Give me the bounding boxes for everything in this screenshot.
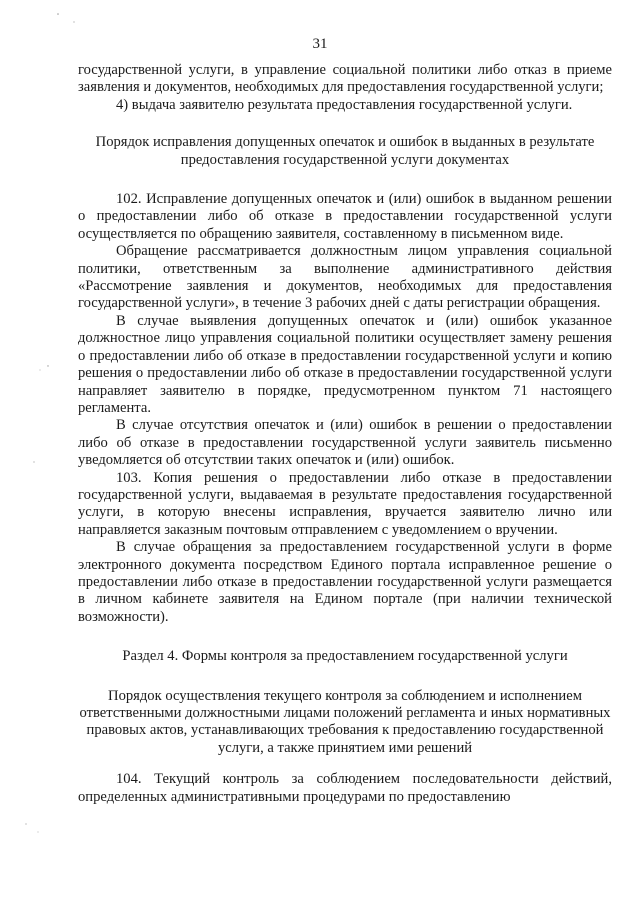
paragraph-appeal-review: Обращение рассматривается должностным лицом управления социальной политики, ответственным за выполнение административного действия «Рассмотрение заявления и документов, необходимых для предоставления государственной услуги», в течение 3 рабочих дней с даты регистрации обращения. (78, 243, 612, 312)
page-number: 31 (312, 36, 328, 52)
document-body (78, 62, 612, 806)
paragraph-electronic-form: В случае обращения за предоставлением государственной услуги в форме электронного документа посредством Единого портала исправленное решение о предоставлении либо отказе в предоставлении государственной услуги размещается в личном кабинете заявителя на Едином портале (при наличии технической возможности). (78, 539, 612, 625)
section-heading-part-4: Раздел 4. Формы контроля за предоставлением государственной услуги (122, 648, 568, 665)
paragraph-list-item-4: 4) выдача заявителю результата предоставления государственной услуги. (116, 96, 573, 113)
paragraph-errors-found: В случае выявления допущенных опечаток и (или) ошибок указанное должностное лицо управления социальной политики осуществляет замену решения о предоставлении либо об отказе в предоставлении государственной услуги и копию решения о предоставлении либо об отказе в предоставлении государственной услуги направляет заявителю в порядке, предусмотренном пунктом 71 настоящего регламента. (78, 312, 612, 416)
paragraph-no-errors: В случае отсутствия опечаток и (или) ошибок в решении о предоставлении либо об отказе в предоставлении государственной услуги заявитель письменно уведомляется об отсутствии таких опечаток и (или) ошибок. (78, 417, 612, 469)
section-heading-corrections: Порядок исправления допущенных опечаток и ошибок в выданных в результате предоставления государственной услуги документах (95, 134, 595, 168)
section-heading-current-control: Порядок осуществления текущего контроля за соблюдением и исполнением ответственными должностными лицами положений регламента и иных нормативных правовых актов, устанавливающих требования к предоставлению государственной услуги, а также принятием ими решений (79, 687, 611, 756)
paragraph-continuation: государственной услуги, в управление социальной политики либо отказ в приеме заявления и документов, необходимых для предоставления государственной услуги; (78, 62, 612, 96)
paragraph-103: 103. Копия решения о предоставлении либо отказе в предоставлении государственной услуги, выдаваемая в результате предоставления государственной услуги, в которую внесены исправления, вручается заявителю лично или направляется заказным почтовым отправлением с уведомлением о вручении. (78, 469, 612, 538)
paragraph-102: 102. Исправление допущенных опечаток и (или) ошибок в выданном решении о предоставлении либо об отказе в предоставлении государственной услуги осуществляется по обращению заявителя, составленному в письменном виде. (78, 191, 612, 242)
paragraph-104: 104. Текущий контроль за соблюдением последовательности действий, определенных административными процедурами по предоставлению (78, 771, 612, 805)
